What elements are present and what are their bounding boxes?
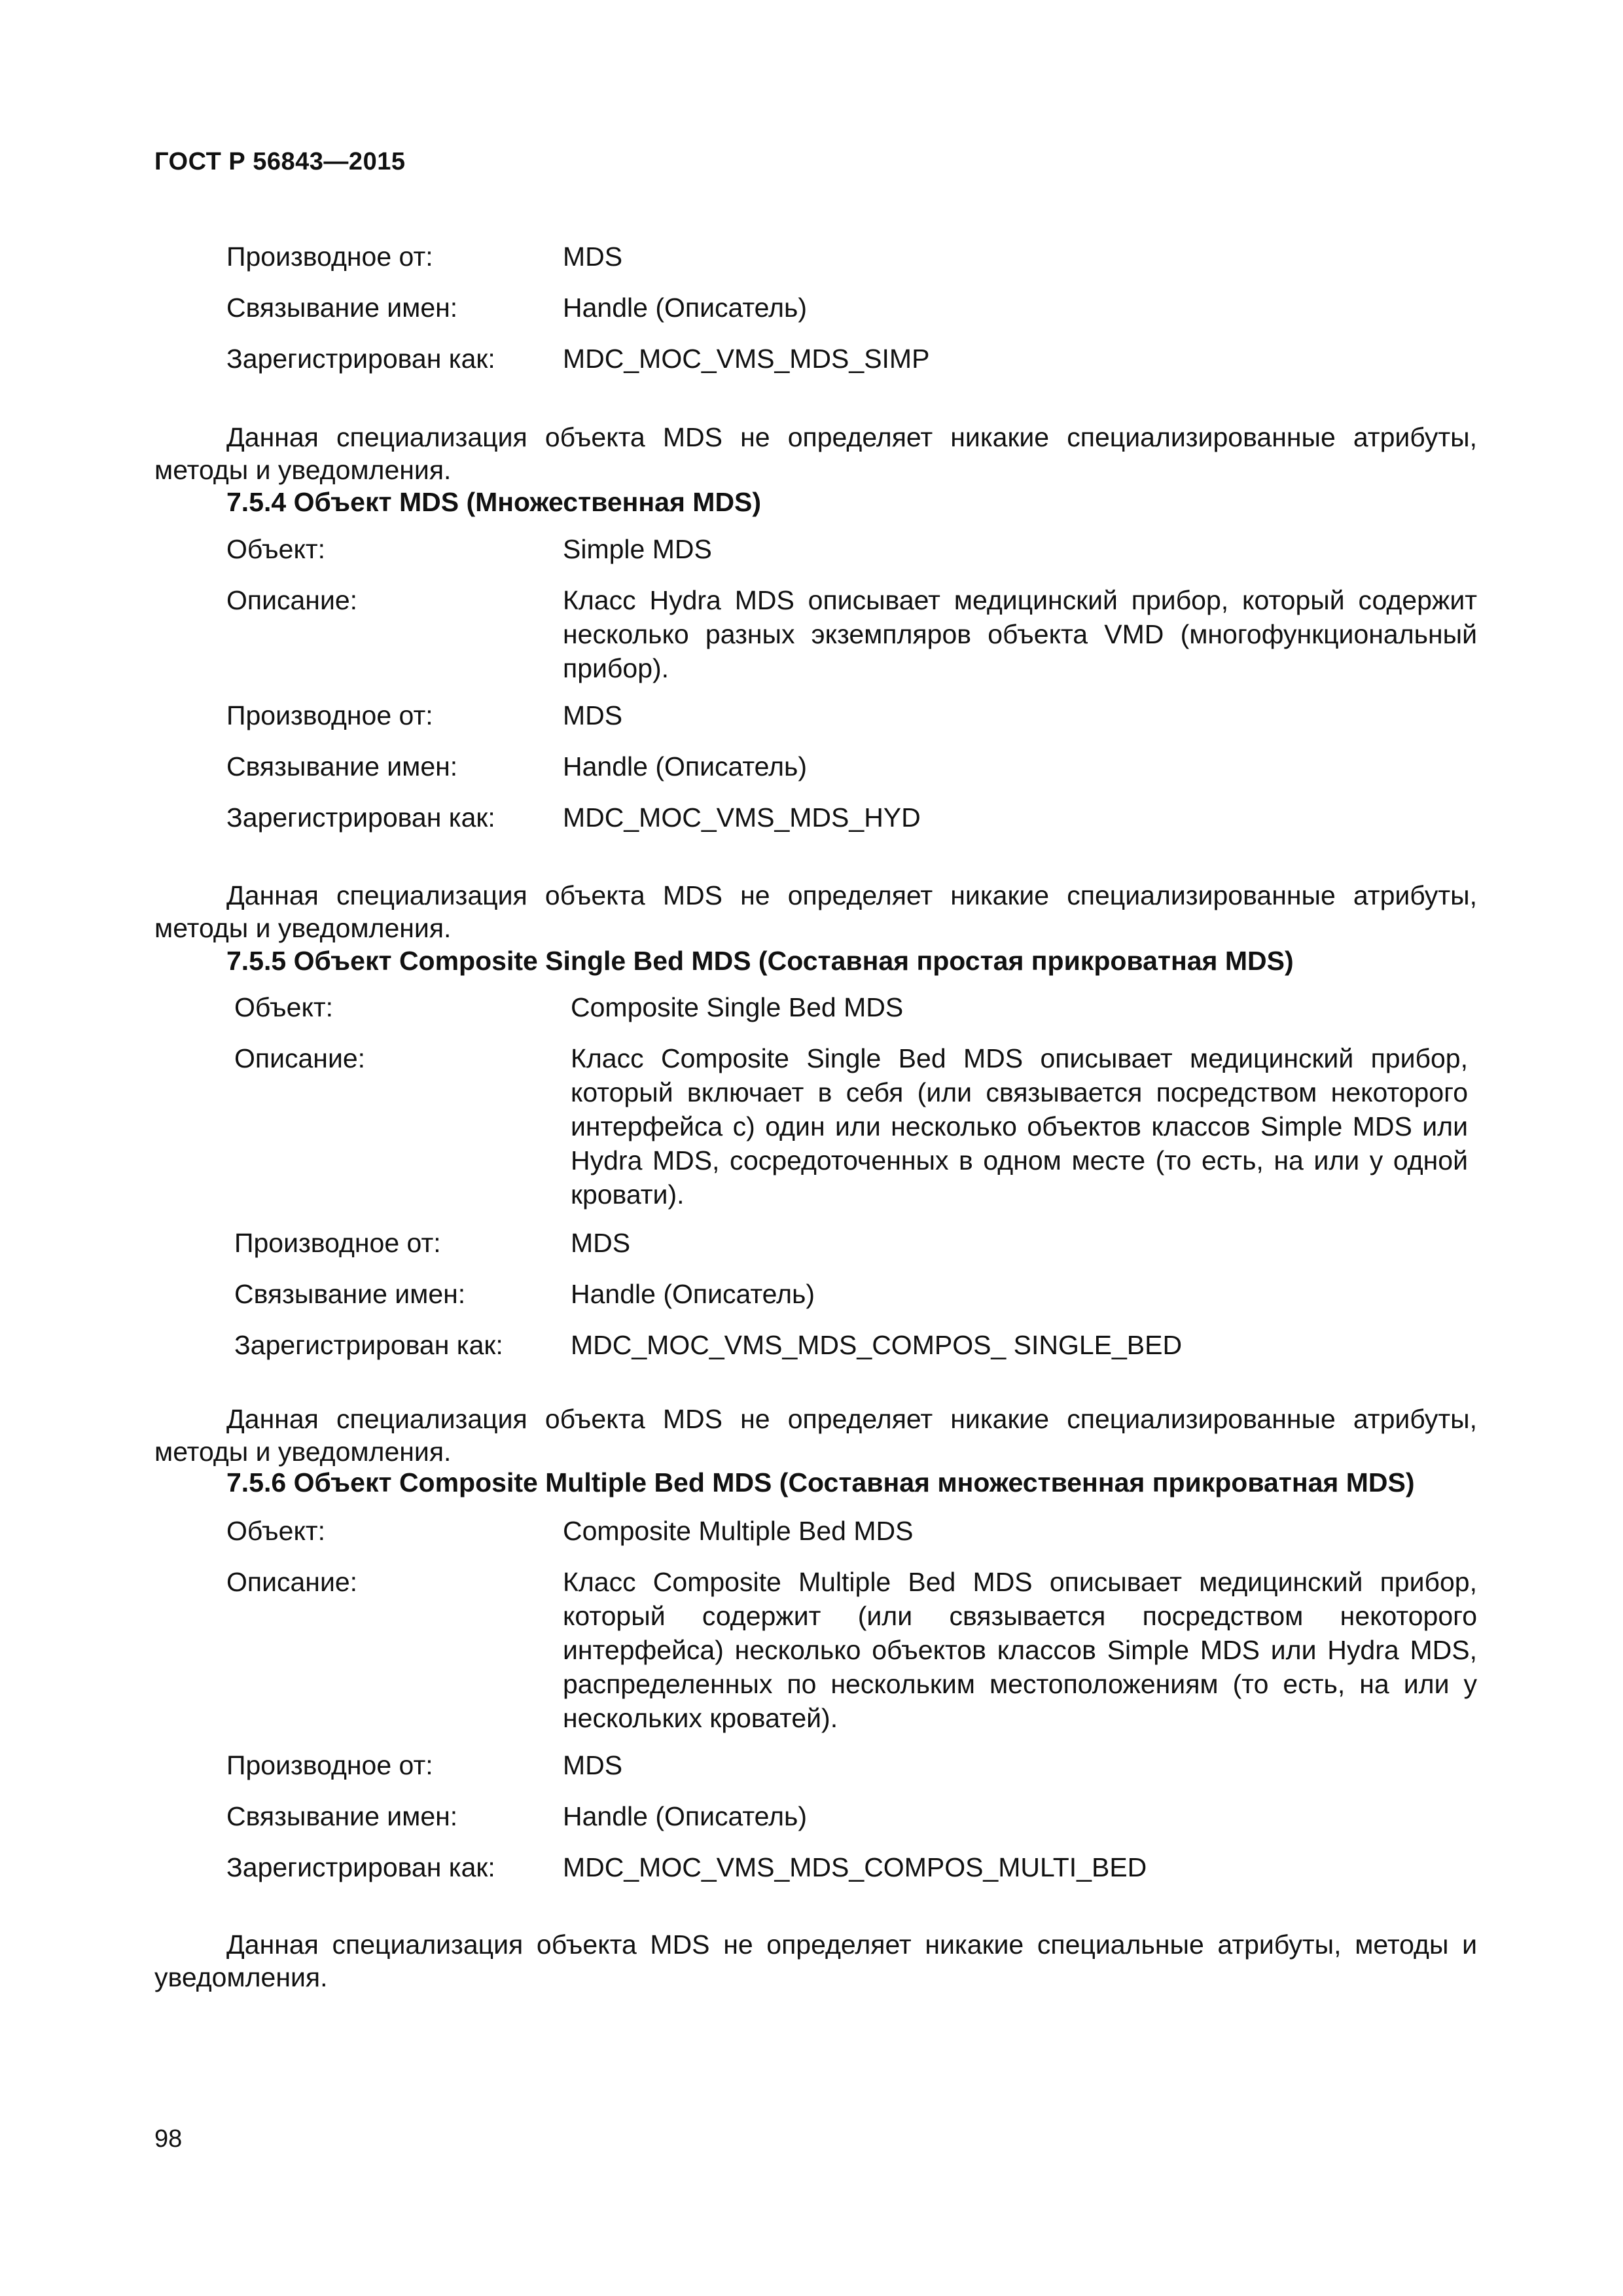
section-heading-754: 7.5.4 Объект MDS (Множественная MDS): [226, 487, 762, 517]
object-row: [234, 990, 1477, 1024]
registered-value: MDC_MOC_VMS_MDS_COMPOS_MULTI_BED: [563, 1852, 1147, 1882]
derived-value: MDS: [563, 242, 623, 272]
object-value: Composite Multiple Bed MDS: [563, 1516, 914, 1546]
registered-value: MDC_MOC_VMS_MDS_COMPOS_ SINGLE_BED: [571, 1330, 1183, 1360]
naming-row: [234, 1277, 1477, 1311]
description-row: [234, 1041, 1477, 1211]
description-label: Описание:: [234, 1043, 366, 1073]
derived-label: Производное от:: [226, 242, 433, 272]
object-label: Объект:: [226, 534, 326, 564]
naming-value: Handle (Описатель): [563, 1801, 808, 1831]
registered-value: MDC_MOC_VMS_MDS_HYD: [563, 802, 921, 833]
naming-label: Связывание имен:: [226, 1801, 458, 1831]
naming-row: [226, 291, 1477, 325]
description-label: Описание:: [226, 1567, 358, 1597]
naming-value: Handle (Описатель): [571, 1279, 815, 1309]
registered-label: Зарегистрирован как:: [226, 802, 495, 833]
naming-value: Handle (Описатель): [563, 293, 808, 323]
description-value: Класс Hydra MDS описывает медицинский прибор, который содержит несколько разных экземпляров объекта VMD (многофункциональный прибор).: [563, 585, 1477, 683]
description-value: Класс Composite Multiple Bed MDS описывает медицинский прибор, который содержит (или связывается посредством некоторого интерфейса) несколько объектов классов Simple MDS или Hydra MDS, распределенных по нескольким местоположениям (то есть, на или у нескольких кроватей).: [563, 1567, 1477, 1733]
naming-label: Связывание имен:: [226, 751, 458, 781]
derived-row: [226, 698, 1477, 732]
derived-row: [226, 240, 1477, 274]
page-number: 98: [154, 2125, 183, 2153]
object-label: Объект:: [234, 992, 334, 1022]
description-row: [226, 583, 1477, 685]
registered-label: Зарегистрирован как:: [234, 1330, 503, 1360]
derived-value: MDS: [563, 700, 623, 730]
derived-label: Производное от:: [234, 1228, 441, 1258]
object-value: Composite Single Bed MDS: [571, 992, 904, 1022]
standard-header: ГОСТ Р 56843—2015: [154, 148, 406, 175]
section-heading-755: 7.5.5 Объект Composite Single Bed MDS (Составная простая прикроватная MDS): [226, 946, 1294, 976]
description-value: Класс Composite Single Bed MDS описывает медицинский прибор, который включает в себя (или связывается посредством некоторого интерфейса с) один или несколько объектов классов Simple MDS или Hydra MDS, сосредоточенных в одном месте (то есть, на или у одной кровати).: [571, 1043, 1468, 1210]
derived-value: MDS: [563, 1750, 623, 1780]
object-label: Объект:: [226, 1516, 326, 1546]
section-heading-756: 7.5.6 Объект Composite Multiple Bed MDS (Составная множественная прикроватная MDS): [226, 1467, 1415, 1498]
paragraph-3: Данная специализация объекта MDS не определяет никакие специализированные атрибуты, методы и уведомления.: [154, 1404, 1477, 1467]
naming-row: [226, 749, 1477, 783]
derived-row: [234, 1226, 1477, 1260]
registered-row: [234, 1328, 1477, 1362]
registered-row: [226, 1850, 1477, 1884]
derived-label: Производное от:: [226, 700, 433, 730]
registered-value: MDC_MOC_VMS_MDS_SIMP: [563, 344, 930, 374]
description-label: Описание:: [226, 585, 358, 615]
object-row: [226, 1514, 1477, 1548]
paragraph-2: Данная специализация объекта MDS не определяет никакие специализированные атрибуты, методы и уведомления.: [154, 880, 1477, 943]
registered-label: Зарегистрирован как:: [226, 1852, 495, 1882]
derived-value: MDS: [571, 1228, 631, 1258]
registered-row: [226, 800, 1477, 834]
object-row: [226, 532, 1477, 566]
naming-row: [226, 1799, 1477, 1833]
naming-value: Handle (Описатель): [563, 751, 808, 781]
description-row: [226, 1565, 1477, 1735]
derived-label: Производное от:: [226, 1750, 433, 1780]
registered-label: Зарегистрирован как:: [226, 344, 495, 374]
paragraph-1: Данная специализация объекта MDS не определяет никакие специализированные атрибуты, методы и уведомления.: [154, 422, 1477, 485]
naming-label: Связывание имен:: [226, 293, 458, 323]
derived-row: [226, 1748, 1477, 1782]
object-value: Simple MDS: [563, 534, 712, 564]
paragraph-4: Данная специализация объекта MDS не определяет никакие специальные атрибуты, методы и уведомления.: [154, 1929, 1477, 1992]
naming-label: Связывание имен:: [234, 1279, 466, 1309]
registered-row: [226, 342, 1477, 376]
